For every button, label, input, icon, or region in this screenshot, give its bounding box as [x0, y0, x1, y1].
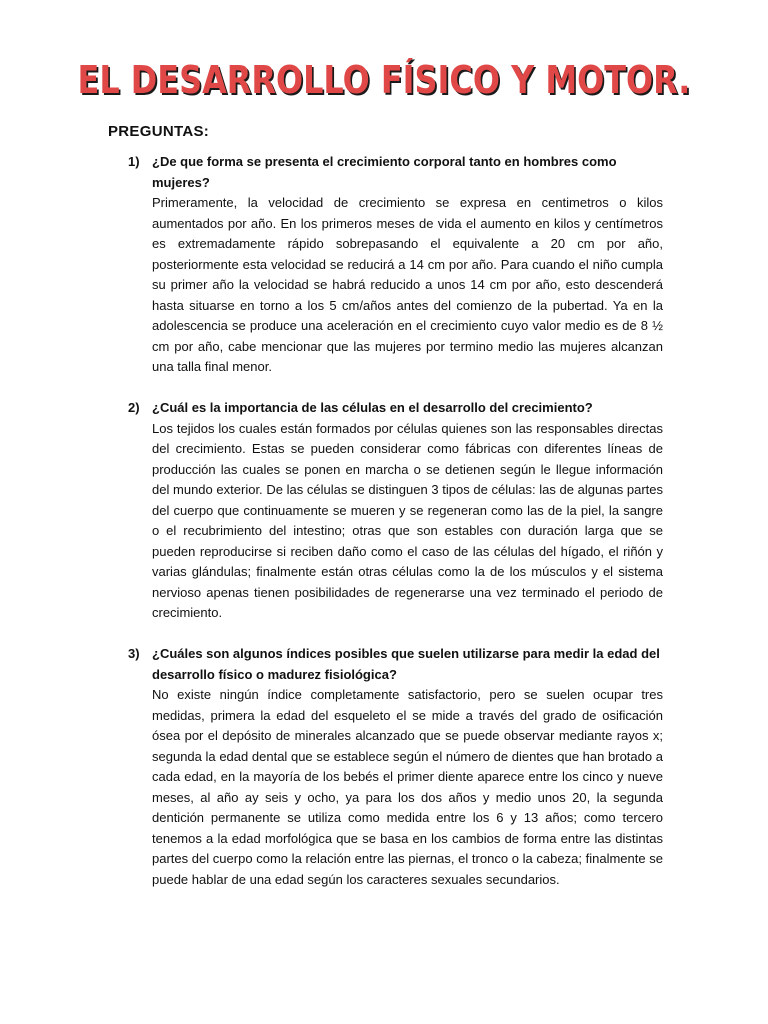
- question-item: [128, 644, 663, 890]
- answer-text: Primeramente, la velocidad de crecimiento se expresa en centimetros o kilos aumentados por año. En los primeros meses de vida el aumento en kilos y centímetros es extremadamente rápido sobrepasando el equivalente a 20 cm por año, posteriormente esta velocidad se reducirá a 14 cm por año. Para cuando el niño cumpla su primer año la velocidad se habrá reducido a unos 14 cm por año, esto descenderá hasta situarse en torno a los 5 cm/años antes del comienzo de la pubertad. Ya en la adolescencia se produce una aceleración en el crecimiento cuyo valor medio es de 8 ½ cm por año, cabe mencionar que las mujeres por termino medio las mujeres alcanzan una talla final menor.: [152, 195, 663, 374]
- answer-text: No existe ningún índice completamente satisfactorio, pero se suelen ocupar tres medidas, primera la edad del esqueleto el se mide a través del grado de osificación ósea por el depósito de minerales alcanzado que se puede observar mediante rayos x; segunda la edad dental que se establece según el número de dientes que han brotado a cada edad, en la mayoría de los bebés el primer diente aparece entre los cinco y nueve meses, al año ay seis y ocho, ya para los dos años y medio unos 20, la segunda dentición permanente se utiliza como medida entre los 6 y 13 años; como tercero tenemos a la edad morfológica que se basa en los cambios de forma entre las distintas partes del cuerpo como la relación entre las piernas, el tronco o la cabeza; finalmente se puede hablar de una edad según los caracteres sexuales secundarios.: [152, 687, 663, 887]
- question-item: [128, 152, 663, 378]
- question-text: ¿Cuáles son algunos índices posibles que suelen utilizarse para medir la edad del desarrollo físico o madurez fisiológica?: [152, 646, 660, 682]
- question-header: [128, 152, 663, 193]
- question-text: ¿Cuál es la importancia de las células en el desarrollo del crecimiento?: [152, 400, 593, 415]
- section-heading: PREGUNTAS:: [108, 123, 210, 140]
- question-header: [128, 398, 663, 419]
- question-item: [128, 398, 663, 624]
- question-number: 1): [128, 154, 140, 169]
- question-text: ¿De que forma se presenta el crecimiento corporal tanto en hombres como mujeres?: [152, 154, 617, 190]
- question-header: [128, 644, 663, 685]
- answer-text: Los tejidos los cuales están formados por células quienes son las responsables directas del crecimiento. Estas se pueden considerar como fábricas con diferentes líneas de producción las cuales se ponen en marcha o se detienen según le llegue información del mundo exterior. De las células se distinguen 3 tipos de células: las de algunas partes del cuerpo que continuamente se mueren y se regeneran como las de la piel, la sangre o el recubrimiento del intestino; otras que son estables con duración larga que se pueden reproducirse si reciben daño como el caso de las células del hígado, el riñón y varias glándulas; finalmente están otras células como la de los músculos y el sistema nervioso apenas tienen posibilidades de regenerarse una vez terminado el periodo de crecimiento.: [152, 420, 663, 620]
- question-number: 2): [128, 400, 140, 415]
- question-number: 3): [128, 646, 140, 661]
- page-title: EL DESARROLLO FÍSICO Y MOTOR.: [77, 58, 691, 102]
